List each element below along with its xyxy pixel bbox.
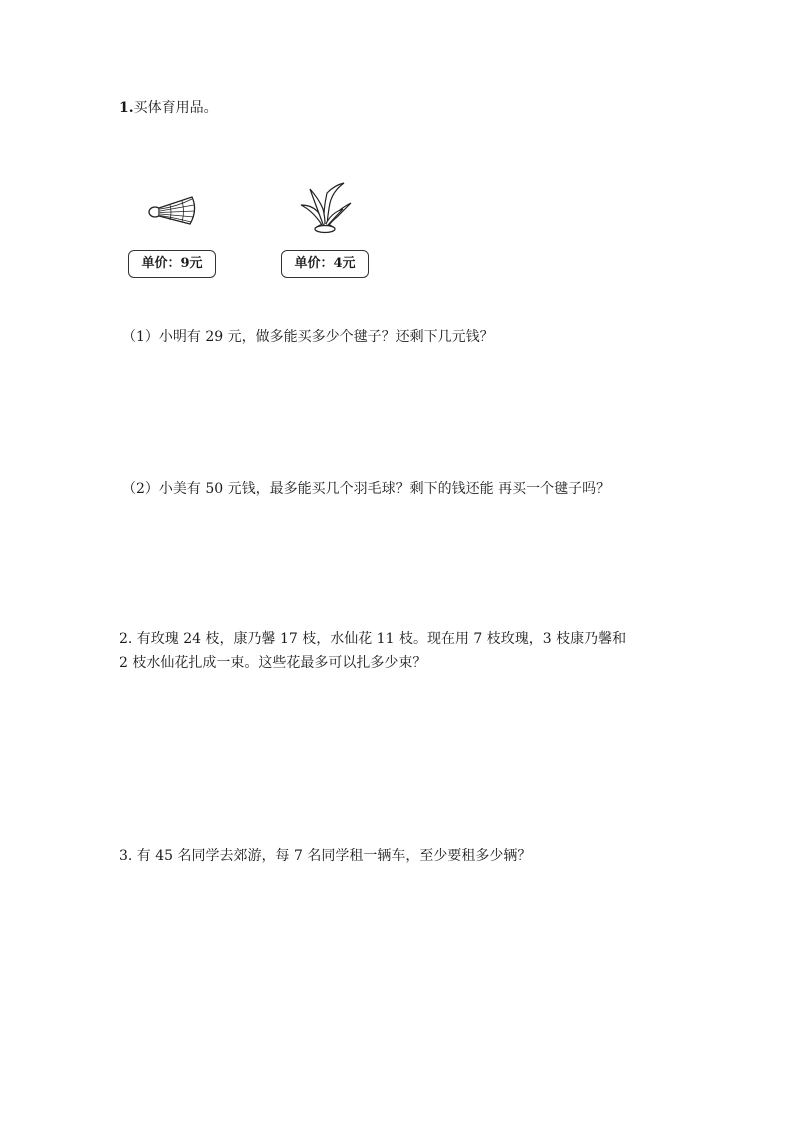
shuttlecock-icon <box>146 193 198 227</box>
question-1-part-1: （1）小明有 29 元，做多能买多少个毽子？还剩下几元钱？ <box>122 329 494 345</box>
question-2-line-1: 2. 有玫瑰 24 枝，康乃馨 17 枝，水仙花 11 枝。现在用 7 枝玫瑰，3 枝康乃馨和 <box>119 631 627 647</box>
question-1-title <box>119 97 218 119</box>
question-2-line-2: 2 枝水仙花扎成一束。这些花最多可以扎多少束？ <box>119 655 427 671</box>
question-3: 3. 有 45 名同学去郊游，每 7 名同学租一辆车，至少要租多少辆？ <box>119 848 532 864</box>
question-1-part-2: （2）小美有 50 元钱，最多能买几个羽毛球？剩下的钱还能 再买一个毽子吗？ <box>122 481 611 497</box>
price-tag-shuttlecock: 单价：9元 <box>128 250 216 278</box>
question-1-number: 1. <box>119 100 134 116</box>
price-tag-jianzi: 单价：4元 <box>281 250 369 278</box>
question-1-heading: 买体育用品。 <box>133 100 218 116</box>
jianzi-icon <box>297 181 353 237</box>
